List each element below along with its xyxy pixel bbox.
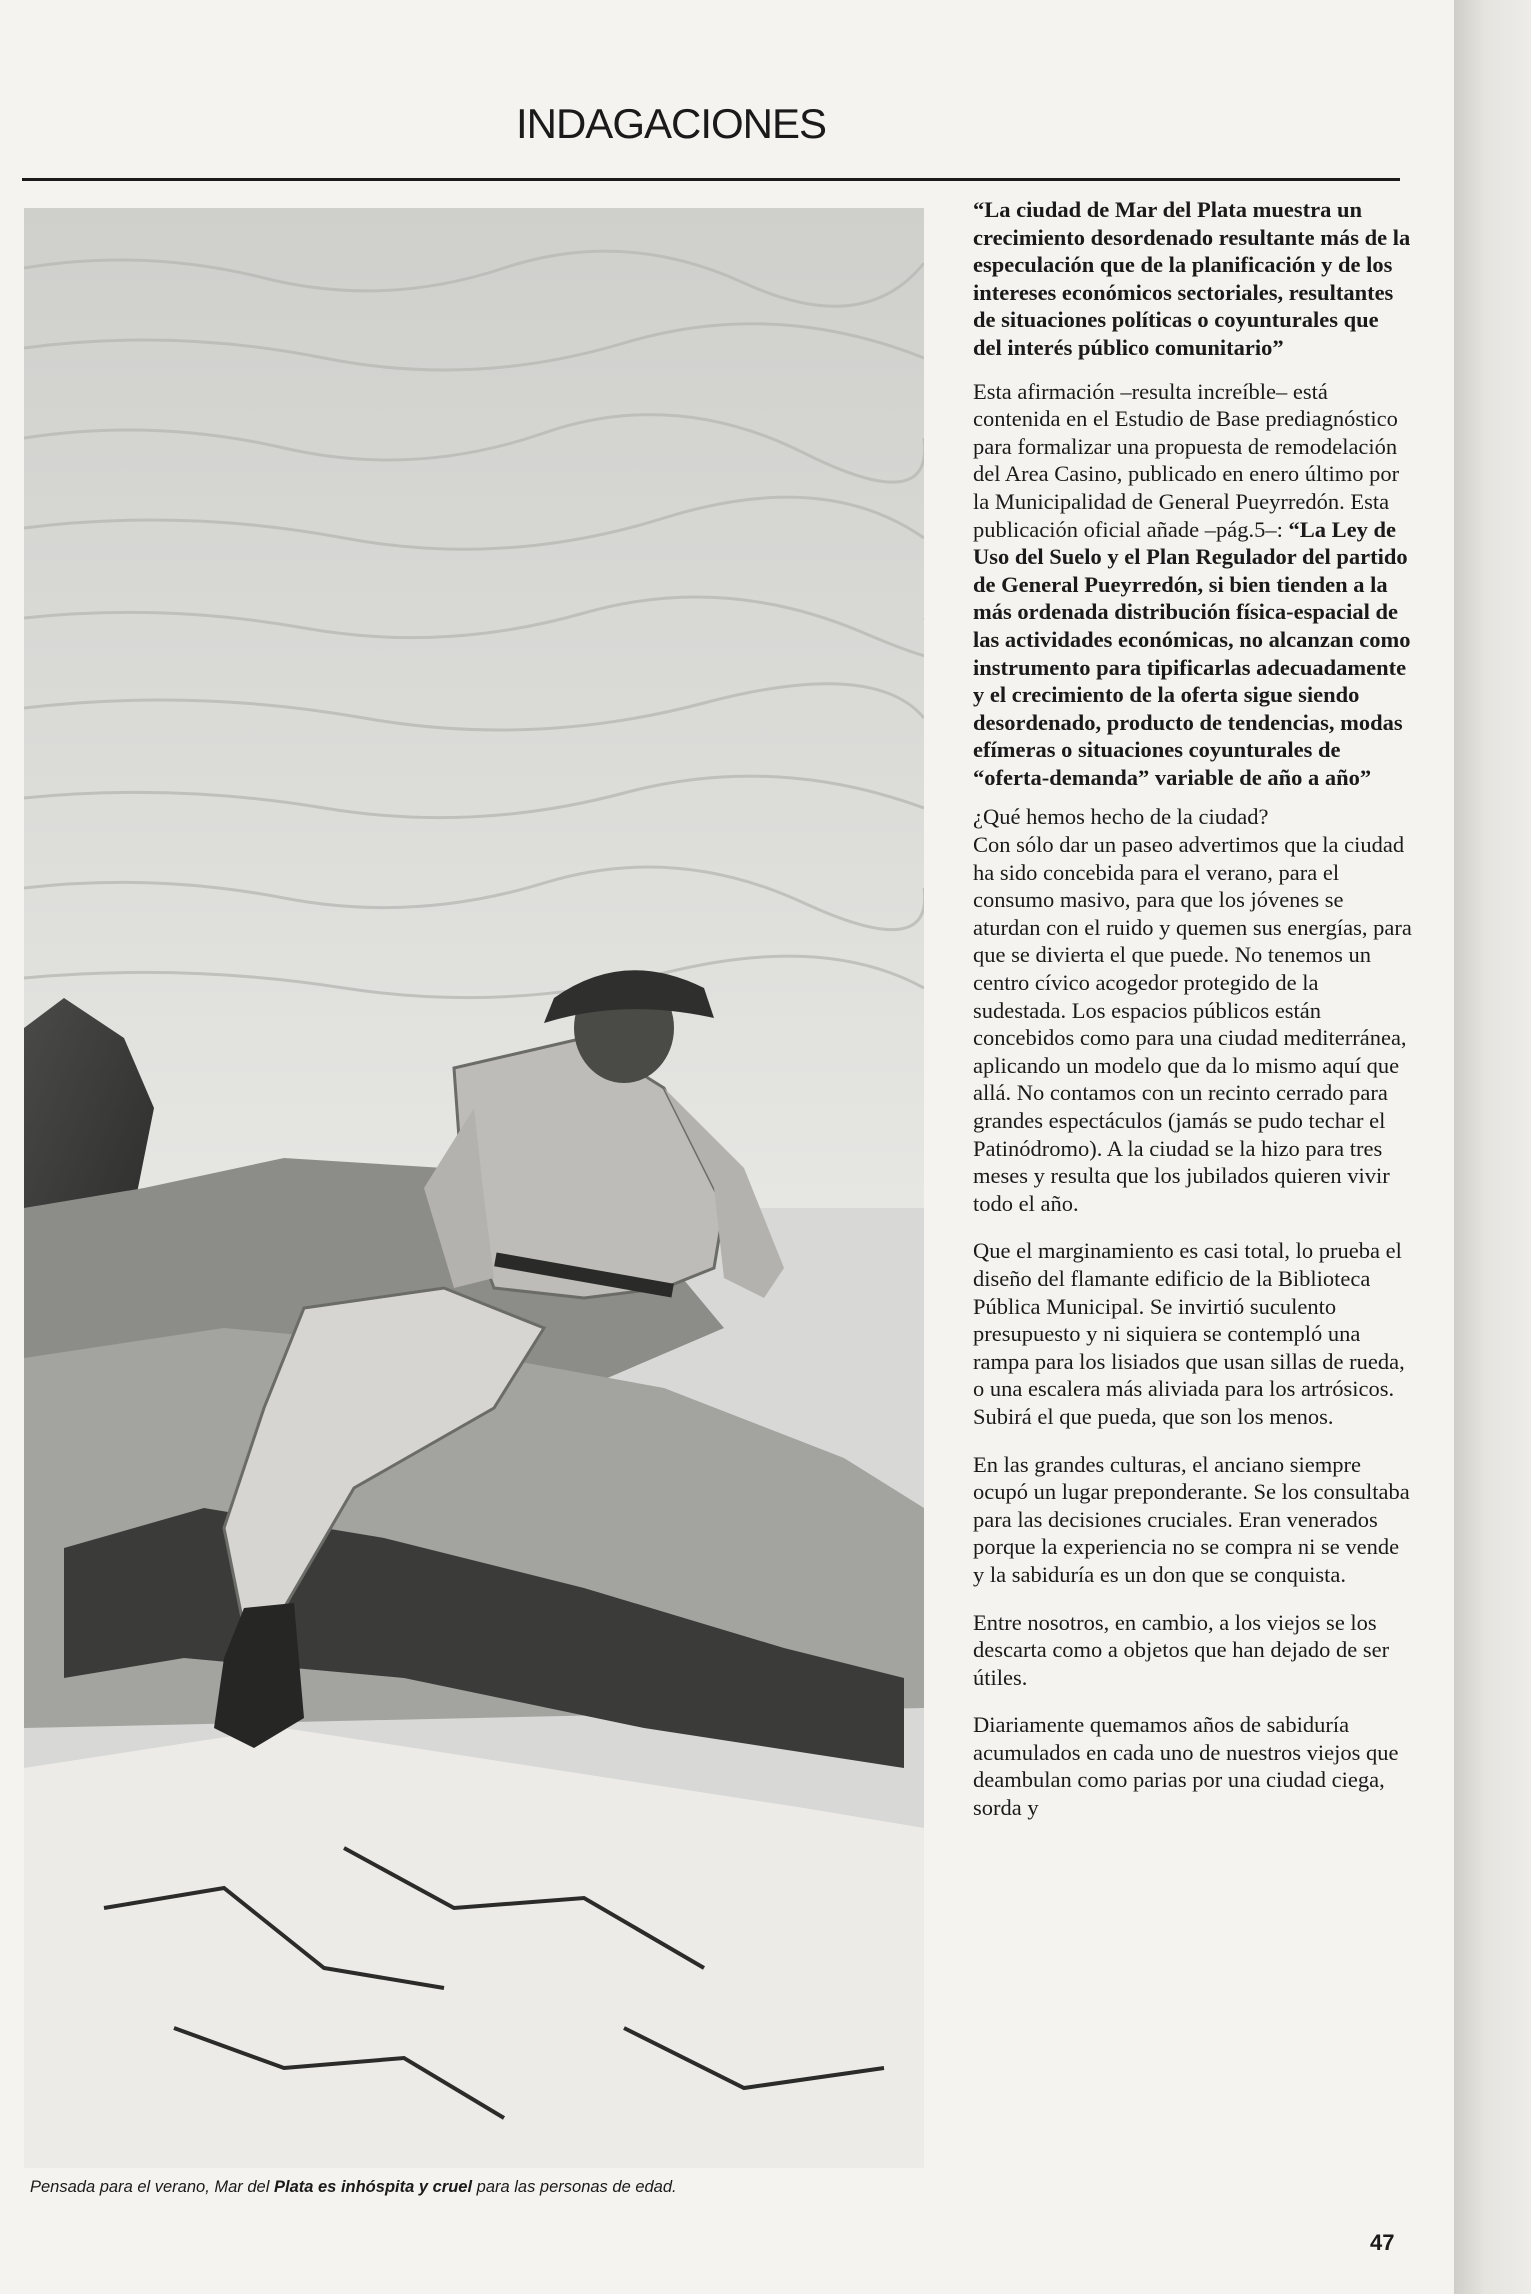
paragraph-3: Que el marginamiento es casi total, lo prueba el diseño del flamante edificio de la Biblioteca Pública Municipal. Se invirtió suculento presupuesto y ni siquiera se contempló una rampa para los lisiados que usan sillas de rueda, o una escalera más aliviada para los artrósicos. Subirá el que pueda, que son los menos. <box>973 1238 1405 1429</box>
paragraph-1-text: Esta afirmación –resulta increíble– está contenida en el Estudio de Base prediagnóstico para formalizar una propuesta de remodelación del Area Casino, publicado en enero último por la Municipalidad de General Pueyrredón. Esta publicación oficial añade –pág.5–: <box>973 378 1400 542</box>
paragraph-1-quote: “La Ley de Uso del Suelo y el Plan Regulador del partido de General Pueyrredón, si bien tienden a la más ordenada distribución física-espacial de las actividades económicas, no alcanzan como instrumento para tipificarlas adecuadamente y el crecimiento de la oferta sigue siendo desordenado, producto de tendencias, modas efímeras o situaciones coyunturales de “oferta-demanda” variable de año a año” <box>973 516 1411 790</box>
photo-illustration <box>24 208 924 2168</box>
sea-area <box>24 208 924 1208</box>
paragraph-1 <box>973 378 1413 792</box>
paragraph-6: Diariamente quemamos años de sabiduría acumulados en cada uno de nuestros viejos que deambulan como parias por una ciudad ciega, sorda y <box>973 1712 1399 1821</box>
header-divider <box>22 178 1400 181</box>
lead-quote: “La ciudad de Mar del Plata muestra un crecimiento desordenado resultante más de la especulación que de la planificación y de los intereses económicos sectoriales, resultantes de situaciones políticas o coyunturales que del interés público comunitario” <box>973 197 1411 360</box>
page-number: 47 <box>1370 2230 1395 2255</box>
caption-text-3: para las personas de edad. <box>472 2178 677 2196</box>
paragraph-4: En las grandes culturas, el anciano siempre ocupó un lugar preponderante. Se los consultaba para las decisiones cruciales. Eran venerados porque la experiencia no se compra ni se vende y la sabiduría es un don que se conquista. <box>973 1451 1410 1587</box>
paragraph-5: Entre nosotros, en cambio, a los viejos se los descarta como a objetos que han dejado de ser útiles. <box>973 1609 1390 1690</box>
photo-man-on-rocks <box>24 208 924 2168</box>
photo-caption <box>30 2178 930 2197</box>
question-heading: ¿Qué hemos hecho de la ciudad? <box>973 804 1269 830</box>
caption-text-1: Pensada para el verano, Mar del <box>30 2178 274 2196</box>
paragraph-2: Con sólo dar un paseo advertimos que la ciudad ha sido concebida para el verano, para el consumo masivo, para que los jóvenes se aturdan con el ruido y quemen sus energías, para que se divierta el que puede. No tenemos un centro cívico acogedor protegido de la sudestada. Los espacios públicos están concebidos como para una ciudad mediterránea, aplicando un modelo que da lo mismo aquí que allá. No contamos con un recinto cerrado para grandes espectáculos (jamás se pudo techar el Patinódromo). A la ciudad se la hizo para tres meses y resulta que los jubilados quieren vivir todo el año. <box>973 832 1412 1216</box>
section-title: INDAGACIONES <box>515 100 827 147</box>
caption-text-2: Plata es inhóspita y cruel <box>273 2178 473 2196</box>
article-column <box>973 196 1413 1822</box>
page-edge-shadow <box>1454 0 1531 2294</box>
